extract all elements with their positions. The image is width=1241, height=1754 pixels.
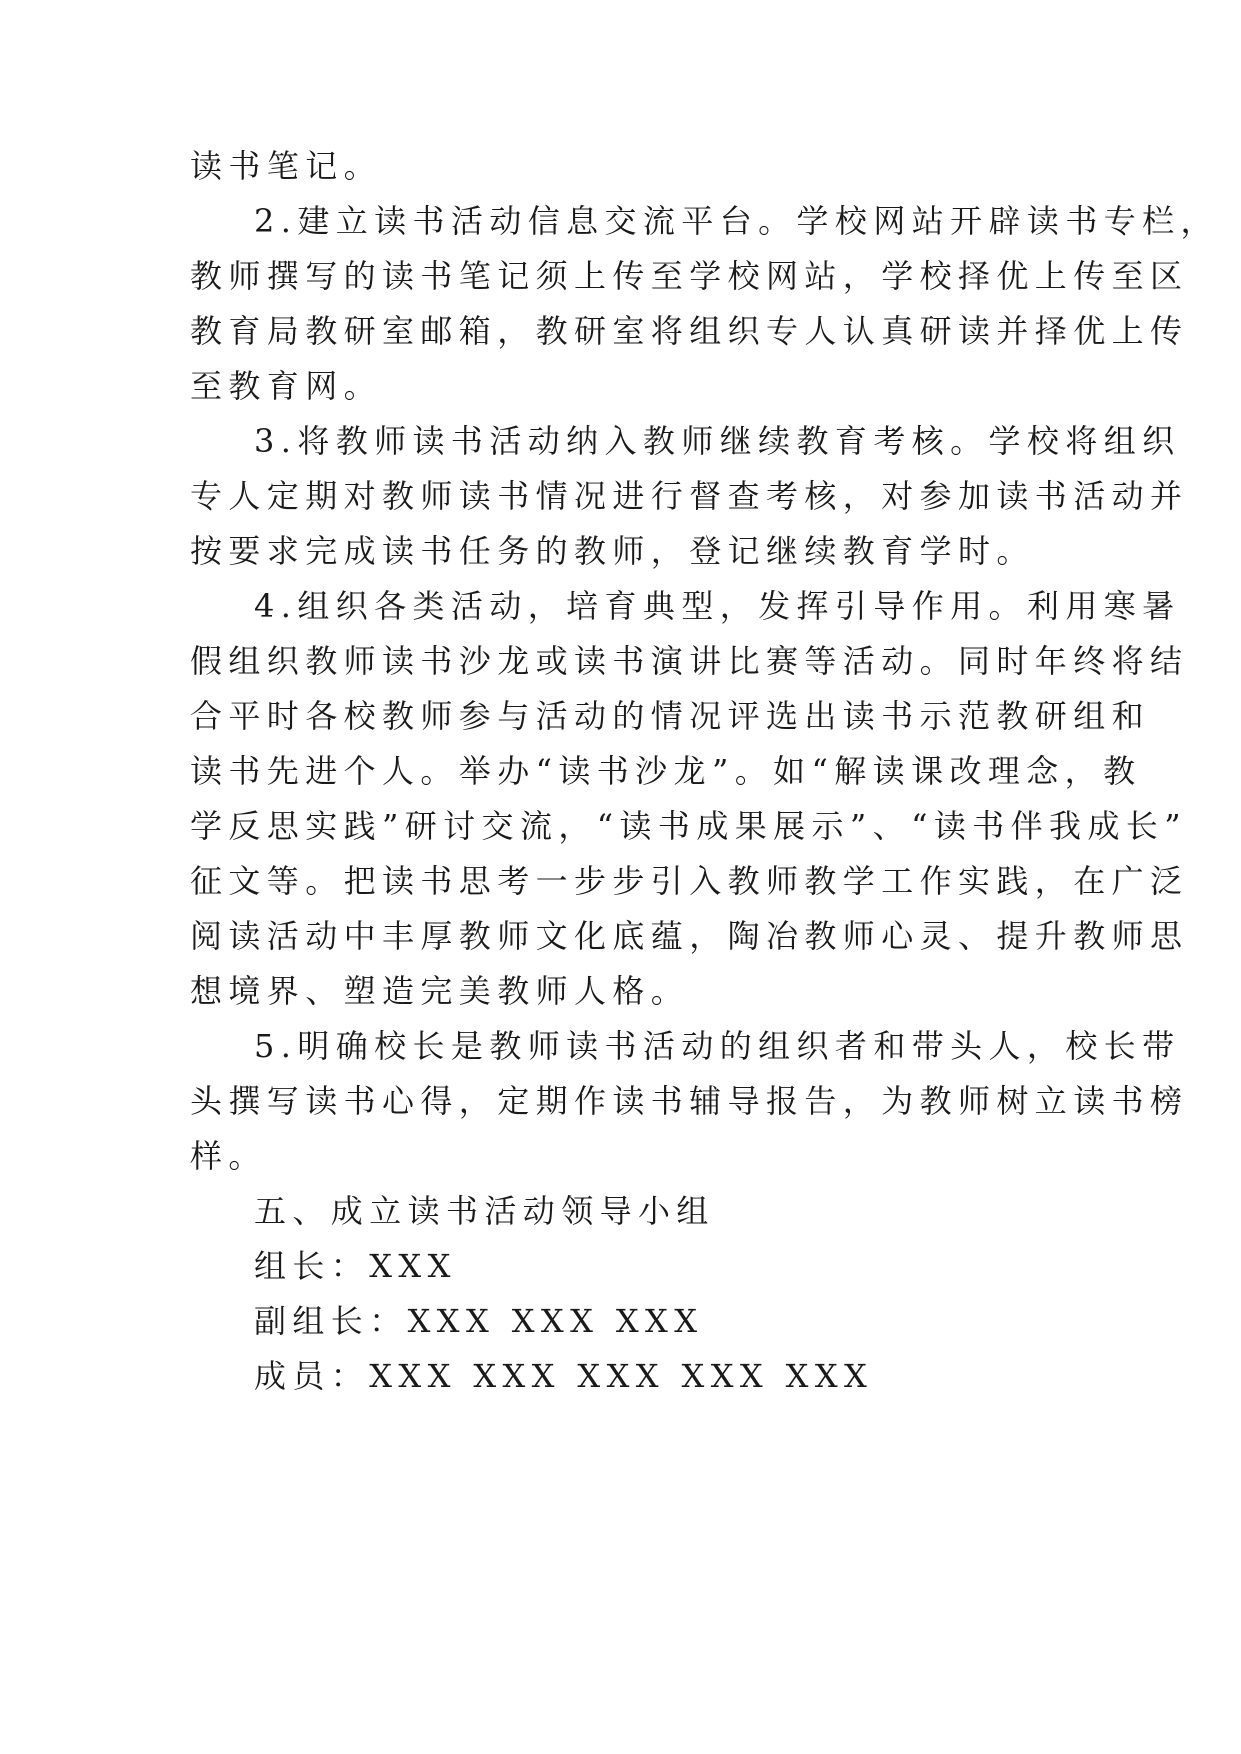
text-line: 假组织教师读书沙龙或读书演讲比赛等活动。同时年终将结 <box>190 642 1189 680</box>
group-members: 成员：XXX XXX XXX XXX XXX <box>254 1357 874 1395</box>
paragraph-item-5: 5.明确校长是教师读书活动的组织者和带头人，校长带 <box>254 1027 1181 1065</box>
text-line: 想境界、塑造完美教师人格。 <box>190 972 690 1010</box>
text-line: 专人定期对教师读书情况进行督查考核，对参加读书活动并 <box>190 477 1189 515</box>
text-line: 头撰写读书心得，定期作读书辅导报告，为教师树立读书榜 <box>190 1082 1189 1120</box>
text-line: 至教育网。 <box>190 367 383 405</box>
text-line: 按要求完成读书任务的教师，登记继续教育学时。 <box>190 532 1035 570</box>
section-heading: 五、成立读书活动领导小组 <box>254 1192 715 1230</box>
text-line: 征文等。把读书思考一步步引入教师教学工作实践，在广泛 <box>190 862 1189 900</box>
text-line: 样。 <box>190 1137 267 1175</box>
group-leader: 组长：XXX <box>254 1247 457 1285</box>
text-line: 读书笔记。 <box>190 147 383 185</box>
text-line: 读书先进个人。举办“读书沙龙”。如“解读课改理念，教 <box>190 752 1142 790</box>
text-line: 学反思实践”研讨交流，“读书成果展示”、“读书伴我成长” <box>190 807 1187 845</box>
text-line: 教育局教研室邮箱，教研室将组织专人认真研读并择优上传 <box>190 312 1189 350</box>
text-line: 合平时各校教师参与活动的情况评选出读书示范教研组和 <box>190 697 1151 735</box>
paragraph-item-2: 2.建立读书活动信息交流平台。学校网站开辟读书专栏， <box>254 202 1219 240</box>
paragraph-item-4: 4.组织各类活动，培育典型，发挥引导作用。利用寒暑 <box>254 587 1181 625</box>
paragraph-item-3: 3.将教师读书活动纳入教师继续教育考核。学校将组织 <box>254 422 1181 460</box>
text-line: 阅读活动中丰厚教师文化底蕴，陶冶教师心灵、提升教师思 <box>190 917 1189 955</box>
deputy-group-leader: 副组长：XXX XXX XXX <box>254 1302 704 1340</box>
text-line: 教师撰写的读书笔记须上传至学校网站，学校择优上传至区 <box>190 257 1189 295</box>
